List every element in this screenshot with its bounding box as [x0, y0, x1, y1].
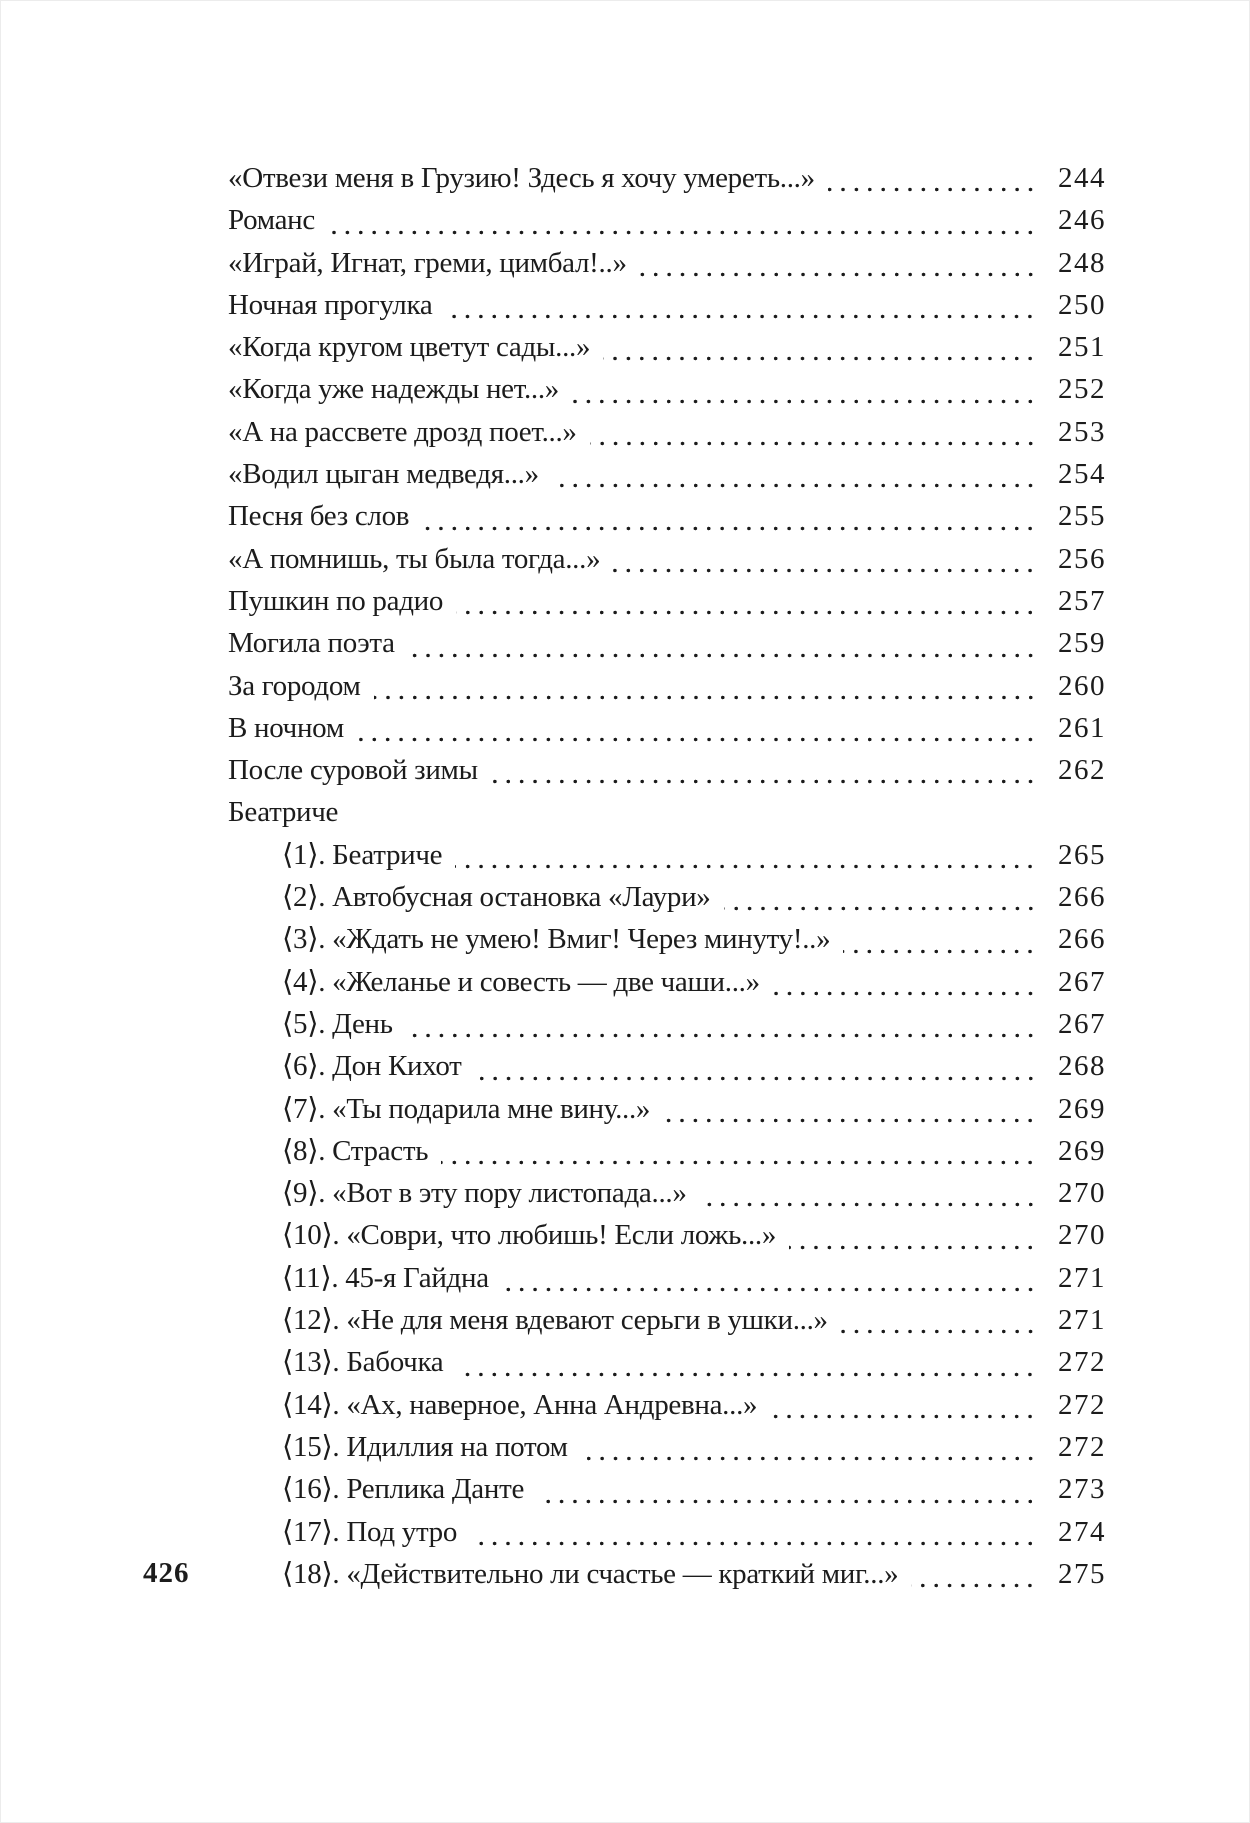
toc-entry-page-number: 272	[1058, 1388, 1106, 1421]
toc-entry-title: За городом	[228, 669, 361, 702]
toc-entry-title: «Отвези меня в Грузию! Здесь я хочу умереть...»	[228, 162, 815, 194]
toc-entry-title: «Когда кругом цветут сады...»	[228, 331, 591, 364]
toc-entry-title: В ночном	[228, 711, 344, 744]
toc-entry-title: ⟨2⟩. Автобусная остановка «Лаури»	[282, 881, 711, 914]
toc-entry-title: «А помнишь, ты была тогда...»	[228, 542, 601, 575]
toc-entry	[228, 622, 1106, 664]
toc-entry-page-number: 266	[1058, 923, 1106, 956]
toc-entry	[228, 157, 1106, 199]
toc-entry	[228, 1257, 1106, 1299]
toc-entry	[228, 707, 1106, 749]
toc-entry	[228, 1341, 1106, 1383]
dot-leader	[441, 1130, 1037, 1172]
dot-leader	[470, 1511, 1037, 1553]
toc-entry-page-number: 267	[1058, 965, 1106, 998]
dot-leader	[789, 1214, 1037, 1256]
toc-entry-title: «Играй, Игнат, греми, цимбал!..»	[228, 246, 627, 279]
toc-entry-title: ⟨3⟩. «Ждать не умею! Вмиг! Через минуту!..»	[282, 923, 831, 956]
toc-entry-title: ⟨18⟩. «Действительно ли счастье — краткий миг...»	[282, 1557, 899, 1590]
dot-leader	[572, 368, 1037, 410]
toc-entry	[228, 749, 1106, 791]
dot-leader	[475, 1045, 1037, 1087]
dot-leader	[613, 538, 1037, 580]
toc-entry	[228, 368, 1106, 410]
toc-entry-page-number: 274	[1058, 1515, 1106, 1548]
dot-leader	[770, 1384, 1037, 1426]
toc-entry-page-number: 272	[1058, 1430, 1106, 1463]
dot-leader	[422, 495, 1037, 537]
dot-leader	[406, 1003, 1037, 1045]
toc-entry-title: ⟨5⟩. День	[282, 1007, 393, 1040]
toc-entry-title: «А на рассвете дрозд поет...»	[228, 415, 577, 448]
toc-entry-page-number: 246	[1058, 204, 1106, 237]
toc-entry	[228, 199, 1106, 241]
toc-entry	[228, 961, 1106, 1003]
dot-leader	[603, 326, 1037, 368]
toc-entry-page-number: 265	[1058, 838, 1106, 871]
toc-entry-title: ⟨15⟩. Идиллия на потом	[282, 1430, 568, 1463]
dot-leader	[828, 157, 1037, 199]
toc-entry-title: Могила поэта	[228, 627, 395, 660]
dot-leader	[491, 749, 1037, 791]
dot-leader	[724, 876, 1038, 918]
toc-entry	[228, 453, 1106, 495]
dot-leader	[590, 411, 1037, 453]
toc-entry	[228, 1384, 1106, 1426]
toc-entry-page-number: 259	[1058, 627, 1106, 660]
toc-entry	[228, 1172, 1106, 1214]
toc-entry	[228, 876, 1106, 918]
dot-leader	[456, 580, 1037, 622]
toc-entry-page-number: 260	[1058, 669, 1106, 702]
dot-leader	[357, 707, 1037, 749]
toc-entry	[228, 1130, 1106, 1172]
toc-entry-page-number: 269	[1058, 1092, 1106, 1125]
toc-entry-title: ⟨8⟩. Страсть	[282, 1134, 429, 1167]
toc-entry-page-number: 251	[1058, 331, 1106, 364]
dot-leader	[552, 453, 1037, 495]
toc-entry	[228, 284, 1106, 326]
toc-entry	[228, 495, 1106, 537]
dot-leader	[328, 199, 1037, 241]
toc-entry	[228, 1511, 1106, 1553]
dot-leader	[408, 622, 1037, 664]
dot-leader	[843, 918, 1037, 960]
toc-entry-title: ⟨12⟩. «Не для меня вдевают серьги в ушки...»	[282, 1304, 828, 1337]
toc-entry-title: «Когда уже надежды нет...»	[228, 373, 559, 406]
toc-entry-page-number: 271	[1058, 1261, 1106, 1294]
toc-entry-title: ⟨10⟩. «Соври, что любишь! Если ложь...»	[282, 1219, 777, 1252]
toc-entry-page-number: 254	[1058, 458, 1106, 491]
toc-entry-page-number: 270	[1058, 1177, 1106, 1210]
toc-entry	[228, 834, 1106, 876]
toc-entry-page-number: 252	[1058, 373, 1106, 406]
toc-entry	[228, 1003, 1106, 1045]
toc-entry-title: ⟨6⟩. Дон Кихот	[282, 1050, 462, 1083]
toc-entry	[228, 665, 1106, 707]
toc-entry-title: Романс	[228, 204, 315, 237]
toc-entry-page-number: 257	[1058, 584, 1106, 617]
toc-entry	[228, 1214, 1106, 1256]
toc-entry-title: Ночная прогулка	[228, 288, 433, 321]
toc-entry-title: После суровой зимы	[228, 754, 478, 787]
toc-entry-page-number: 255	[1058, 500, 1106, 533]
toc-entry-title: «Водил цыган медведя...»	[228, 458, 539, 491]
toc-entry-title: ⟨13⟩. Бабочка	[282, 1346, 444, 1379]
toc-entry-page-number: 244	[1058, 162, 1106, 194]
dot-leader	[911, 1553, 1037, 1595]
toc-entry-title: ⟨16⟩. Реплика Данте	[282, 1473, 525, 1506]
dot-leader	[700, 1172, 1037, 1214]
toc-entry-page-number: 269	[1058, 1134, 1106, 1167]
toc-entry	[228, 411, 1106, 453]
toc-entry-page-number: 253	[1058, 415, 1106, 448]
toc-entry	[228, 1553, 1106, 1595]
toc-entry-page-number: 272	[1058, 1346, 1106, 1379]
dot-leader	[581, 1426, 1037, 1468]
toc-entry-page-number: 261	[1058, 711, 1106, 744]
toc-entry-page-number: 248	[1058, 246, 1106, 279]
dot-leader	[640, 242, 1037, 284]
dot-leader	[773, 961, 1037, 1003]
page-folio-number: 426	[143, 1557, 190, 1589]
toc-entry	[228, 580, 1106, 622]
toc-entry-title: ⟨7⟩. «Ты подарила мне вину...»	[282, 1092, 651, 1125]
toc-entry	[228, 1426, 1106, 1468]
toc-entry-title: ⟨4⟩. «Желанье и совесть — две чаши...»	[282, 965, 760, 998]
toc-entry-page-number: 267	[1058, 1007, 1106, 1040]
toc-section-header	[228, 791, 1106, 833]
toc-entry	[228, 1299, 1106, 1341]
toc-entry-title: ⟨11⟩. 45-я Гайдна	[282, 1261, 489, 1294]
toc-entry-title: Песня без слов	[228, 500, 410, 533]
toc-entry	[228, 918, 1106, 960]
dot-leader	[455, 834, 1037, 876]
toc-entry-page-number: 268	[1058, 1050, 1106, 1083]
toc-entry-page-number: 275	[1058, 1557, 1106, 1590]
toc-entry-title: ⟨9⟩. «Вот в эту пору листопада...»	[282, 1177, 687, 1210]
toc-entry	[228, 1468, 1106, 1510]
toc-entry-title: ⟨1⟩. Беатриче	[282, 838, 443, 871]
toc-entry-title: Беатриче	[228, 796, 339, 829]
toc-entry-title: ⟨14⟩. «Ах, наверное, Анна Андревна...»	[282, 1388, 758, 1421]
table-of-contents	[228, 157, 1106, 1595]
toc-entry-page-number: 270	[1058, 1219, 1106, 1252]
toc-entry-page-number: 250	[1058, 288, 1106, 321]
toc-entry	[228, 1088, 1106, 1130]
toc-entry-page-number: 262	[1058, 754, 1106, 787]
toc-entry	[228, 242, 1106, 284]
toc-entry-page-number: 256	[1058, 542, 1106, 575]
dot-leader	[445, 284, 1037, 326]
dot-leader	[841, 1299, 1037, 1341]
toc-entry-page-number: 271	[1058, 1304, 1106, 1337]
dot-leader	[502, 1257, 1037, 1299]
dot-leader	[456, 1341, 1037, 1383]
toc-entry	[228, 1045, 1106, 1087]
toc-entry-page-number: 273	[1058, 1473, 1106, 1506]
dot-leader	[663, 1088, 1037, 1130]
toc-entry-title: Пушкин по радио	[228, 584, 444, 617]
toc-entry-title: ⟨17⟩. Под утро	[282, 1515, 458, 1548]
toc-entry	[228, 538, 1106, 580]
dot-leader	[537, 1468, 1037, 1510]
toc-entry-page-number: 266	[1058, 881, 1106, 914]
dot-leader	[374, 665, 1037, 707]
toc-entry	[228, 326, 1106, 368]
